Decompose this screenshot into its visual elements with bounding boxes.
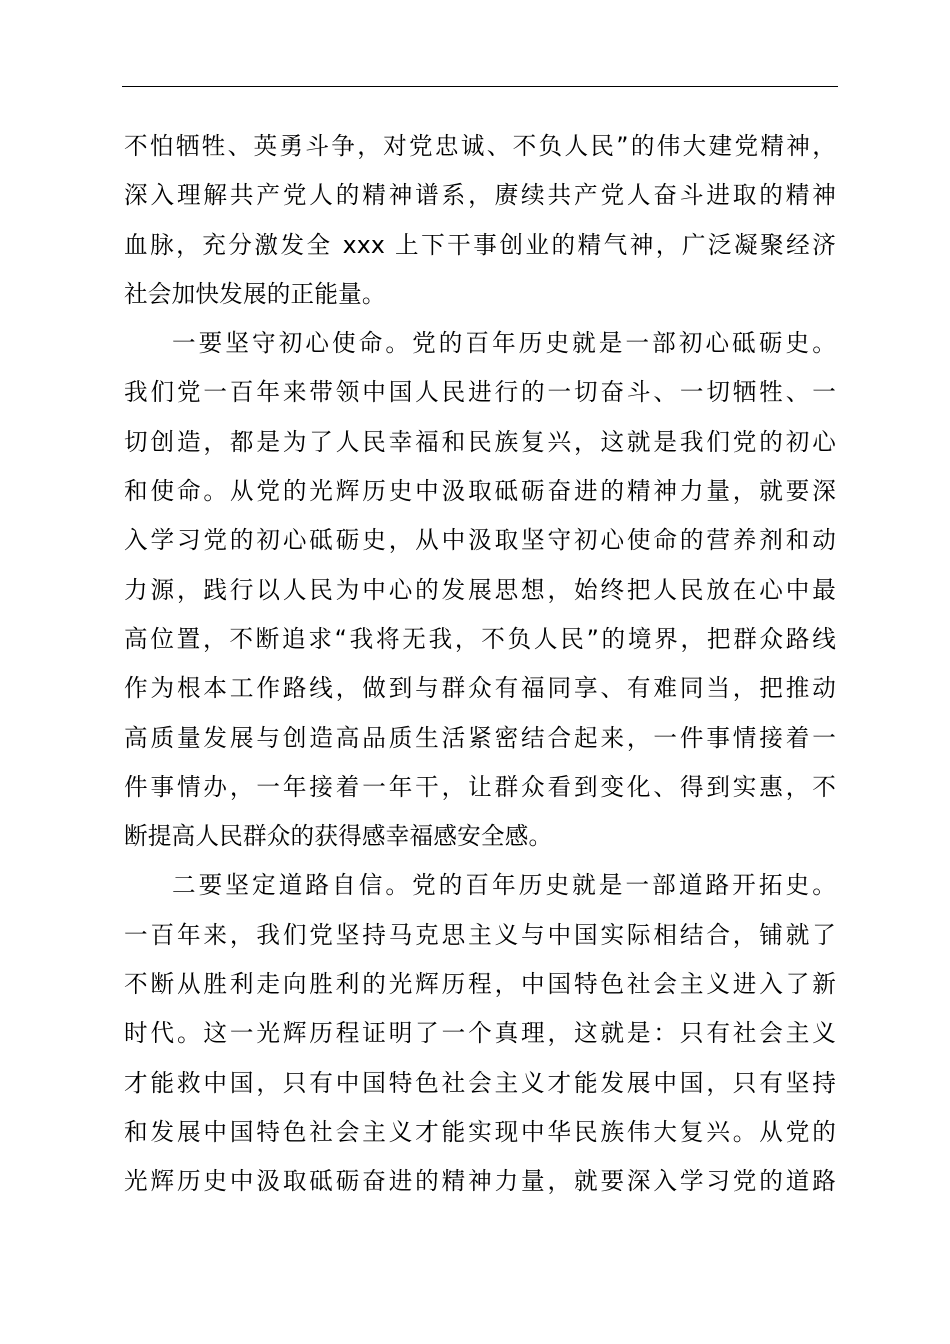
text-line: 高位置，不断追求“我将无我，不负人民”的境界，把群众路线 (124, 624, 836, 653)
text-line: 我们党一百年来带领中国人民进行的一切奋斗、一切牺牲、一 (124, 378, 836, 407)
text-line: 深入理解共产党人的精神谱系，赓续共产党人奋斗进取的精神 (124, 181, 836, 210)
text-line: 力源，践行以人民为中心的发展思想，始终把人民放在心中最 (124, 575, 836, 604)
text-line: 社会加快发展的正能量。 (124, 279, 386, 308)
text-line: 作为根本工作路线，做到与群众有福同享、有难同当，把推动 (124, 674, 836, 703)
text-line: 不断从胜利走向胜利的光辉历程，中国特色社会主义进入了新 (124, 970, 836, 999)
text-line: 不怕牺牲、英勇斗争，对党忠诚、不负人民”的伟大建党精神， (124, 132, 836, 160)
text-line: 高质量发展与创造高品质生活紧密结合起来，一件事情接着一 (124, 723, 836, 752)
body-text (124, 122, 836, 1207)
header-rule (122, 86, 838, 87)
text-line: 断提高人民群众的获得感幸福感安全感。 (124, 822, 553, 851)
text-line: 血脉，充分激发全 xxx 上下干事创业的精气神，广泛凝聚经济 (124, 230, 836, 259)
text-line: 一百年来，我们党坚持马克思主义与中国实际相结合，铺就了 (124, 920, 836, 949)
text-line: 光辉历史中汲取砥砺奋进的精神力量，就要深入学习党的道路 (124, 1167, 836, 1196)
text-line: 入学习党的初心砥砺史，从中汲取坚守初心使命的营养剂和动 (124, 526, 836, 555)
text-line: 时代。这一光辉历程证明了一个真理，这就是：只有社会主义 (124, 1019, 836, 1048)
paragraph-heading-line: 二要坚定道路自信。党的百年历史就是一部道路开拓史。 (172, 871, 836, 900)
text-line: 件事情办，一年接着一年干，让群众看到变化、得到实惠，不 (124, 772, 836, 801)
text-line: 切创造，都是为了人民幸福和民族复兴，这就是我们党的初心 (124, 427, 836, 456)
paragraph-heading-line: 一要坚守初心使命。党的百年历史就是一部初心砥砺史。 (172, 329, 836, 358)
text-line: 才能救中国，只有中国特色社会主义才能发展中国，只有坚持 (124, 1068, 836, 1097)
text-line: 和使命。从党的光辉历史中汲取砥砺奋进的精神力量，就要深 (124, 477, 836, 506)
text-line: 和发展中国特色社会主义才能实现中华民族伟大复兴。从党的 (124, 1117, 836, 1146)
